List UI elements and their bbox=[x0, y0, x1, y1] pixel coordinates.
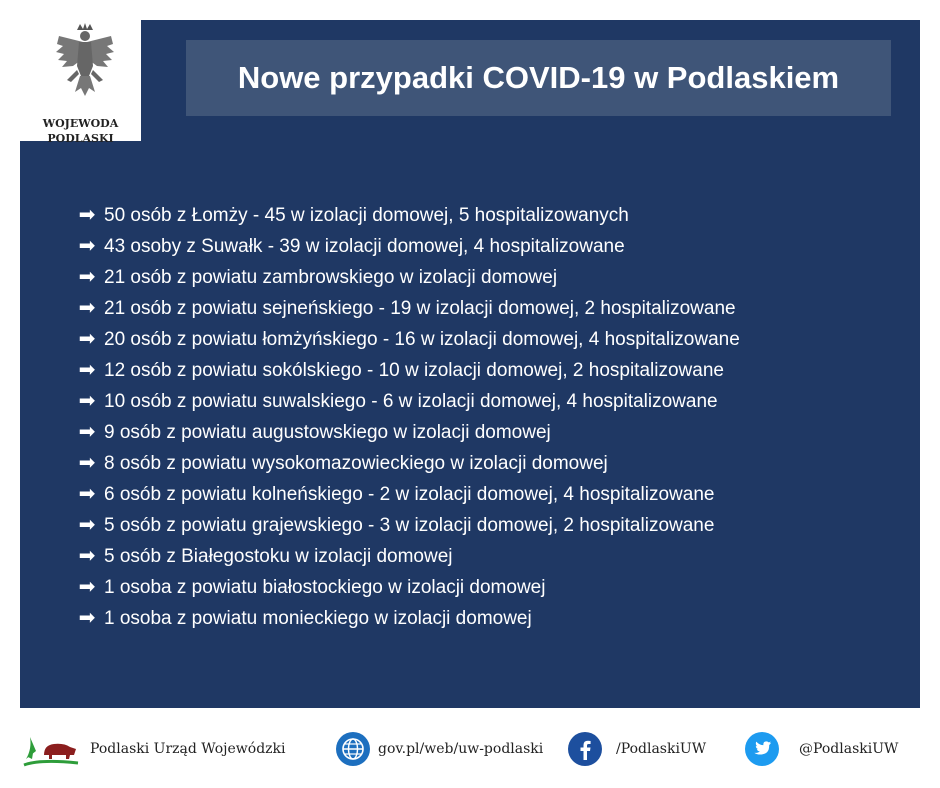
arrow-right-icon: ➡ bbox=[78, 297, 96, 319]
arrow-right-icon: ➡ bbox=[78, 328, 96, 350]
twitter-link[interactable]: @PodlaskiUW bbox=[799, 741, 899, 757]
arrow-right-icon: ➡ bbox=[78, 235, 96, 257]
website-link[interactable]: gov.pl/web/uw-podlaski bbox=[378, 741, 544, 757]
list-item bbox=[76, 200, 740, 231]
arrow-right-icon: ➡ bbox=[78, 359, 96, 381]
list-item-text: 5 osób z powiatu grajewskiego - 3 w izolacji domowej, 2 hospitalizowane bbox=[104, 515, 715, 536]
list-item bbox=[76, 231, 740, 262]
facebook-link[interactable]: /PodlaskiUW bbox=[616, 741, 707, 757]
list-item bbox=[76, 541, 740, 572]
list-item bbox=[76, 479, 740, 510]
emblem-line-2: PODLASKI bbox=[47, 132, 114, 145]
list-item-text: 50 osób z Łomży - 45 w izolacji domowej, 5 hospitalizowanych bbox=[104, 205, 629, 226]
list-item-text: 12 osób z powiatu sokólskiego - 10 w izolacji domowej, 2 hospitalizowane bbox=[104, 360, 724, 381]
list-item-text: 21 osób z powiatu zambrowskiego w izolacji domowej bbox=[104, 267, 558, 288]
eagle-emblem-icon bbox=[53, 20, 117, 112]
footer-website[interactable] bbox=[336, 718, 543, 780]
list-item-text: 6 osób z powiatu kolneńskiego - 2 w izolacji domowej, 4 hospitalizowane bbox=[104, 484, 715, 505]
footer-twitter[interactable] bbox=[745, 718, 898, 780]
list-item-text: 1 osoba z powiatu monieckiego w izolacji domowej bbox=[104, 608, 532, 629]
list-item bbox=[76, 448, 740, 479]
list-item-text: 20 osób z powiatu łomżyńskiego - 16 w izolacji domowej, 4 hospitalizowane bbox=[104, 329, 740, 350]
footer bbox=[0, 718, 940, 780]
footer-org bbox=[22, 718, 286, 780]
arrow-right-icon: ➡ bbox=[78, 607, 96, 629]
list-item-text: 8 osób z powiatu wysokomazowieckiego w izolacji domowej bbox=[104, 453, 608, 474]
list-item bbox=[76, 603, 740, 634]
emblem-caption bbox=[20, 116, 141, 146]
arrow-right-icon: ➡ bbox=[78, 421, 96, 443]
arrow-right-icon: ➡ bbox=[78, 576, 96, 598]
list-item-text: 21 osób z powiatu sejneńskiego - 19 w izolacji domowej, 2 hospitalizowane bbox=[104, 298, 736, 319]
arrow-right-icon: ➡ bbox=[78, 266, 96, 288]
list-item bbox=[76, 262, 740, 293]
list-item-text: 5 osób z Białegostoku w izolacji domowej bbox=[104, 546, 453, 567]
list-item-text: 43 osoby z Suwałk - 39 w izolacji domowej, 4 hospitalizowane bbox=[104, 236, 625, 257]
list-item bbox=[76, 386, 740, 417]
list-item-text: 1 osoba z powiatu białostockiego w izolacji domowej bbox=[104, 577, 546, 598]
list-item bbox=[76, 572, 740, 603]
emblem-line-1: WOJEWODA bbox=[42, 117, 119, 130]
list-item bbox=[76, 510, 740, 541]
arrow-right-icon: ➡ bbox=[78, 483, 96, 505]
arrow-right-icon: ➡ bbox=[78, 514, 96, 536]
title-bar bbox=[186, 40, 891, 116]
twitter-icon bbox=[745, 732, 779, 766]
arrow-right-icon: ➡ bbox=[78, 545, 96, 567]
list-item-text: 9 osób z powiatu augustowskiego w izolacji domowej bbox=[104, 422, 551, 443]
bison-logo-icon bbox=[22, 729, 80, 769]
facebook-icon bbox=[568, 732, 602, 766]
org-name: Podlaski Urząd Wojewódzki bbox=[90, 741, 286, 757]
list-item bbox=[76, 355, 740, 386]
arrow-right-icon: ➡ bbox=[78, 204, 96, 226]
list-item bbox=[76, 324, 740, 355]
footer-facebook[interactable] bbox=[568, 718, 706, 780]
list-item bbox=[76, 417, 740, 448]
arrow-right-icon: ➡ bbox=[78, 390, 96, 412]
emblem bbox=[20, 20, 141, 145]
list-item bbox=[76, 293, 740, 324]
cases-list bbox=[76, 200, 740, 634]
globe-icon bbox=[336, 732, 370, 766]
page-title: Nowe przypadki COVID-19 w Podlaskiem bbox=[237, 60, 840, 95]
arrow-right-icon: ➡ bbox=[78, 452, 96, 474]
list-item-text: 10 osób z powiatu suwalskiego - 6 w izolacji domowej, 4 hospitalizowane bbox=[104, 391, 718, 412]
